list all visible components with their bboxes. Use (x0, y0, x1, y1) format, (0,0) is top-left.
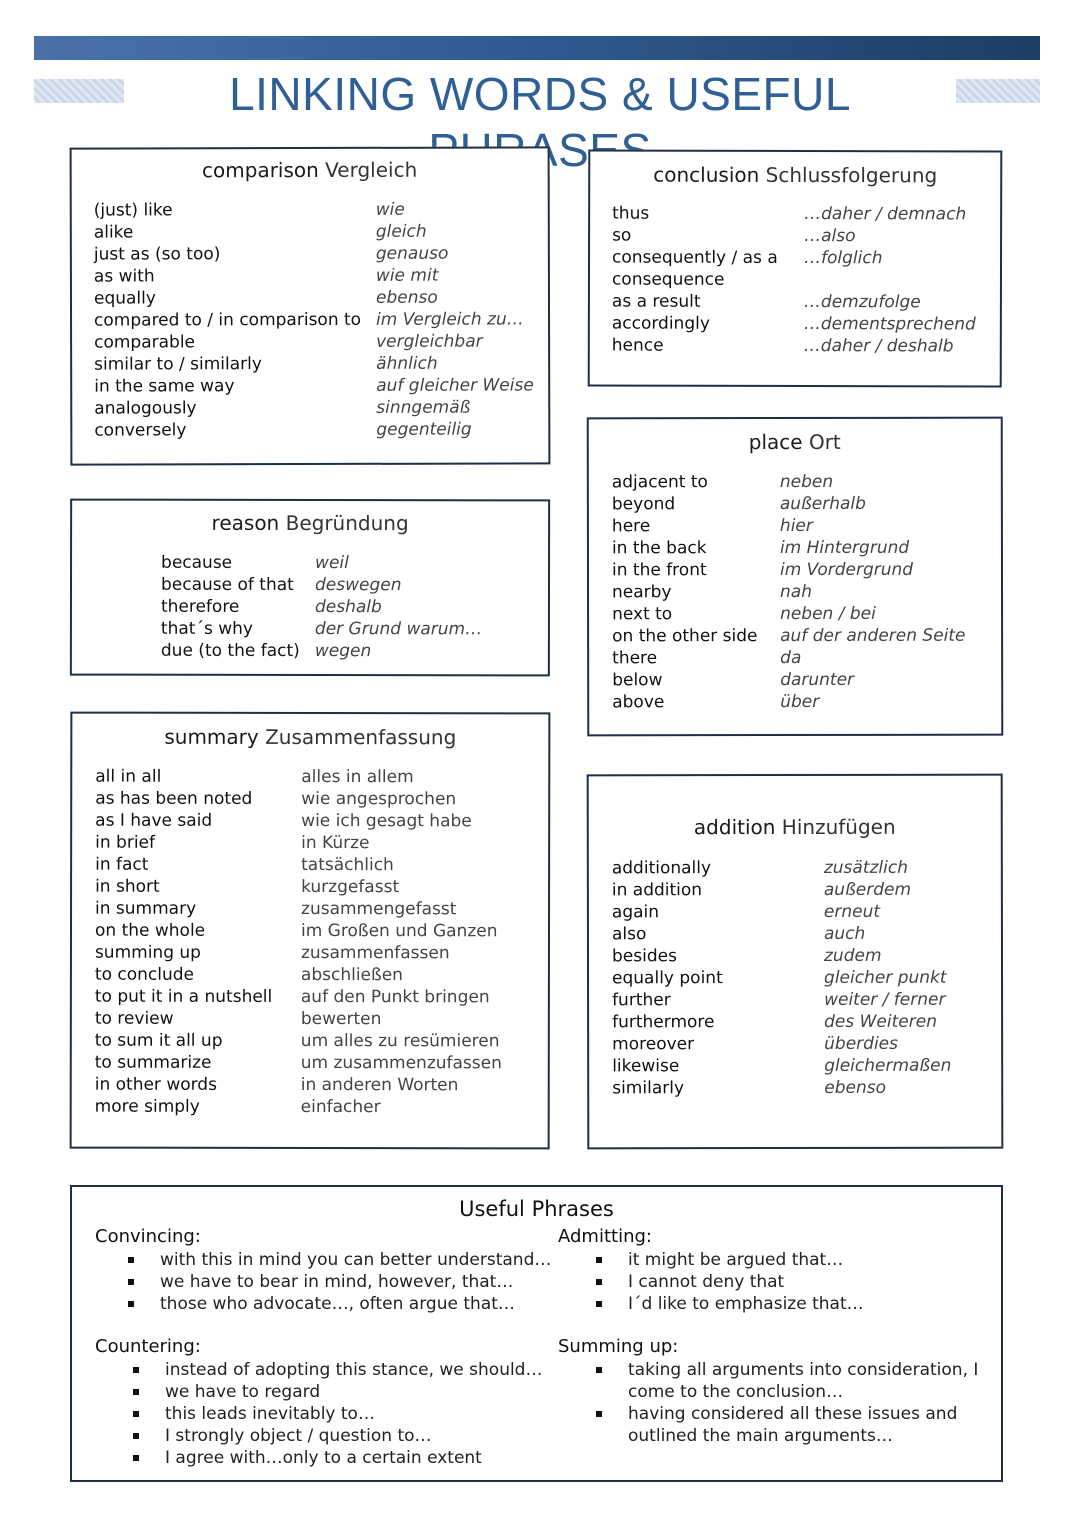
useful-phrases-heading: Useful Phrases (459, 1197, 614, 1221)
bullet-icon (133, 1455, 139, 1461)
addition-german-term: des Weiteren (824, 1011, 937, 1032)
addition-german-term: zusätzlich (823, 857, 908, 878)
summary-english-term: to review (94, 1008, 174, 1029)
comparison-english-term: equally (93, 288, 156, 309)
comparison-heading: comparison Vergleich (201, 157, 418, 183)
summary-english-term: in brief (95, 832, 156, 853)
comparison-english-term: conversely (94, 420, 187, 441)
conclusion-english-term: as a result (611, 291, 701, 312)
countering-label: Countering: (95, 1336, 201, 1357)
place-german-term: außerhalb (779, 493, 866, 515)
convincing-label: Convincing: (95, 1226, 201, 1247)
conclusion-english-term: so (612, 225, 632, 246)
summary-english-term: as has been noted (95, 788, 253, 809)
phrase-item: we have to bear in mind, however, that… (160, 1271, 551, 1293)
bullet-icon (128, 1279, 134, 1285)
summary-english-term: to conclude (94, 964, 195, 985)
addition-english-term: likewise (612, 1056, 680, 1077)
phrase-item: having considered all these issues and (628, 1403, 978, 1425)
place-english-term: above (612, 692, 665, 713)
comparison-english-term: (just) like (93, 200, 173, 221)
reason-german-term: der Grund warum… (314, 619, 483, 640)
comparison-english-term: alike (93, 222, 134, 243)
countering-list (95, 1359, 542, 1469)
addition-english-term: in addition (611, 880, 703, 901)
summary-german-term: zusammenfassen (300, 942, 450, 964)
addition-german-term: außerdem (823, 879, 912, 900)
comparison-german-term: vergleichbar (376, 331, 483, 352)
place-heading: place Ort (748, 429, 841, 455)
place-english-term: below (612, 670, 663, 691)
summary-box (70, 712, 551, 1150)
summary-german-term: wie ich gesagt habe (301, 810, 472, 832)
summary-english-term: to sum it all up (94, 1030, 223, 1051)
conclusion-german-term (804, 269, 976, 291)
comparison-english-term: as with (93, 266, 155, 287)
comparison-english-list (94, 199, 362, 442)
summary-english-term: all in all (95, 766, 162, 787)
comparison-english-term: analogously (94, 398, 197, 419)
reason-german-list (315, 552, 482, 662)
comparison-english-term: comparable (94, 332, 196, 353)
place-german-term: im Vordergrund (779, 559, 914, 581)
admitting-group (558, 1225, 864, 1315)
conclusion-german-term: …daher / demnach (804, 204, 967, 225)
reason-box (70, 499, 550, 677)
conclusion-box (588, 149, 1003, 387)
admitting-label: Admitting: (558, 1226, 652, 1247)
place-german-term: nah (780, 581, 813, 603)
place-english-list (612, 471, 758, 713)
summary-german-term: in anderen Worten (300, 1074, 459, 1096)
comparison-german-term: genauso (375, 243, 449, 264)
addition-german-term: überdies (824, 1033, 899, 1054)
place-german-term: darunter (780, 669, 855, 691)
comparison-german-term: sinngemäß (376, 397, 471, 418)
phrase-item: it might be argued that… (628, 1249, 864, 1271)
addition-english-term: additionally (611, 858, 712, 879)
summary-heading: summary Zusammenfassung (164, 724, 457, 750)
conclusion-german-term: …folglich (804, 248, 883, 269)
phrase-item: I cannot deny that (628, 1271, 864, 1293)
comparison-german-term: im Vergleich zu… (376, 309, 524, 330)
summary-english-term: in short (95, 876, 160, 897)
comparison-german-term: wie (375, 199, 405, 220)
comparison-english-term: in the same way (94, 376, 235, 397)
summary-english-term: to put it in a nutshell (94, 986, 273, 1007)
phrase-item: with this in mind you can better understand… (160, 1249, 551, 1271)
header-bar (34, 36, 1040, 60)
reason-german-term: deshalb (314, 597, 382, 618)
reason-german-term: wegen (314, 641, 372, 662)
reason-english-term: because (161, 552, 233, 573)
summary-german-term: um alles zu resümieren (300, 1030, 500, 1052)
page-title: LINKING WORDS & USEFUL (124, 66, 956, 122)
place-english-term: there (612, 648, 658, 669)
addition-box (587, 774, 1004, 1150)
place-english-term: in the front (611, 560, 707, 581)
summary-english-term: as I have said (95, 810, 213, 831)
summary-english-term: on the whole (94, 920, 206, 941)
place-german-list (780, 471, 966, 713)
addition-german-term: ebenso (824, 1077, 886, 1098)
place-german-term: neben / bei (780, 603, 876, 625)
phrase-item: I agree with…only to a certain extent (165, 1447, 542, 1469)
addition-english-term: further (612, 990, 671, 1011)
place-german-term: neben (779, 471, 834, 493)
bullet-icon (133, 1367, 139, 1373)
conclusion-german-list (804, 203, 976, 357)
comparison-german-term: auf gleicher Weise (376, 375, 534, 396)
addition-heading: addition Hinzufügen (693, 814, 896, 840)
addition-german-term: gleicher punkt (824, 967, 947, 988)
bullet-icon (133, 1411, 139, 1417)
addition-english-term: again (611, 902, 660, 923)
phrase-item: outlined the main arguments… (628, 1426, 893, 1446)
phrase-item: come to the conclusion… (628, 1382, 844, 1402)
summary-german-term: auf den Punkt bringen (300, 986, 490, 1008)
conclusion-german-term: …dementsprechend (803, 314, 976, 335)
summary-german-term: um zusammenzufassen (300, 1052, 502, 1074)
summary-german-term: tatsächlich (301, 854, 394, 876)
place-english-term: beyond (611, 494, 676, 515)
summary-german-term: wie angesprochen (301, 788, 457, 810)
reason-german-term: weil (315, 553, 349, 574)
phrase-item: we have to regard (165, 1381, 542, 1403)
reason-english-list (161, 552, 300, 662)
summary-english-term: in summary (95, 898, 197, 919)
summing-up-label: Summing up: (558, 1336, 679, 1357)
conclusion-german-term: …demzufolge (803, 292, 921, 313)
addition-german-term: zudem (823, 945, 882, 966)
addition-german-term: gleichermaßen (824, 1055, 952, 1076)
admitting-list (558, 1249, 864, 1315)
conclusion-german-term: …also (804, 226, 856, 247)
addition-english-term: besides (611, 946, 677, 967)
bullet-icon (596, 1367, 602, 1373)
countering-group (95, 1335, 542, 1469)
place-english-term: nearby (612, 582, 672, 603)
convincing-list (95, 1249, 551, 1315)
comparison-german-term: wie mit (375, 265, 439, 286)
reason-english-term: due (to the fact) (160, 640, 300, 661)
bullet-icon (596, 1257, 602, 1263)
place-german-term: im Hintergrund (779, 537, 910, 559)
phrase-item: I strongly object / question to… (165, 1425, 542, 1447)
conclusion-heading: conclusion Schlussfolgerung (653, 162, 938, 188)
place-english-term: on the other side (612, 626, 758, 647)
addition-english-term: equally point (612, 968, 723, 989)
conclusion-english-term: thus (612, 203, 650, 224)
conclusion-english-term: consequence (611, 269, 725, 290)
summary-german-term: bewerten (300, 1008, 382, 1030)
useful-phrases-box (70, 1185, 1003, 1482)
addition-german-list (824, 857, 952, 1099)
summary-german-term: abschließen (300, 964, 403, 986)
bullet-icon (128, 1257, 134, 1263)
summary-english-list (95, 766, 273, 1118)
comparison-german-term: gleich (375, 221, 427, 242)
comparison-german-term: ähnlich (376, 353, 438, 374)
conclusion-english-term: accordingly (611, 313, 710, 334)
bullet-icon (133, 1389, 139, 1395)
addition-english-list (612, 857, 723, 1099)
bullet-icon (596, 1279, 602, 1285)
comparison-german-list (376, 198, 534, 440)
summary-english-term: more simply (94, 1096, 200, 1117)
place-english-term: in the back (611, 538, 707, 559)
reason-english-term: because of that (160, 574, 294, 595)
comparison-german-term: ebenso (375, 287, 438, 308)
comparison-english-term: compared to / in comparison to (94, 309, 362, 331)
conclusion-english-term: consequently / as a (612, 247, 778, 268)
addition-german-term: weiter / ferner (824, 989, 946, 1010)
summary-english-term: in other words (94, 1074, 217, 1095)
bullet-icon (133, 1433, 139, 1439)
comparison-box (70, 146, 551, 465)
place-german-term: da (780, 647, 802, 669)
summary-german-list (301, 766, 503, 1118)
summary-german-term: einfacher (300, 1096, 381, 1118)
comparison-english-term: similar to / similarly (94, 354, 262, 375)
summary-english-term: in fact (95, 854, 149, 875)
bullet-icon (596, 1301, 602, 1307)
bullet-icon (128, 1301, 134, 1307)
place-german-term: auf der anderen Seite (780, 625, 966, 647)
reason-english-term: therefore (160, 596, 240, 617)
summary-english-term: to summarize (94, 1052, 212, 1073)
phrase-item: this leads inevitably to… (165, 1403, 542, 1425)
bullet-icon (596, 1411, 602, 1417)
phrase-item: instead of adopting this stance, we should… (165, 1359, 542, 1381)
reason-heading: reason Begründung (211, 510, 409, 536)
conclusion-english-list (612, 203, 778, 357)
addition-english-term: moreover (612, 1034, 695, 1055)
phrase-item: those who advocate…, often argue that… (160, 1293, 551, 1315)
summing-up-list (558, 1359, 978, 1447)
place-german-term: über (780, 691, 820, 713)
place-german-term: hier (779, 515, 813, 537)
place-english-term: adjacent to (611, 472, 708, 493)
addition-english-term: also (611, 924, 647, 945)
addition-english-term: similarly (612, 1078, 685, 1099)
comparison-german-term: gegenteilig (376, 419, 472, 440)
phrase-item: I´d like to emphasize that… (628, 1293, 864, 1315)
addition-german-term: erneut (823, 901, 881, 922)
place-english-term: here (611, 516, 651, 537)
summary-german-term: zusammengefasst (301, 898, 457, 920)
phrase-item: taking all arguments into consideration, I (628, 1359, 978, 1381)
summary-english-term: summing up (94, 942, 201, 963)
summary-german-term: in Kürze (301, 832, 370, 854)
conclusion-german-term: …daher / deshalb (803, 336, 954, 357)
summary-german-term: kurzgefasst (301, 876, 400, 898)
reason-german-term: deswegen (314, 575, 402, 596)
comparison-english-term: just as (so too) (93, 244, 221, 265)
summing-up-group (558, 1335, 978, 1447)
conclusion-english-term: hence (611, 335, 664, 356)
reason-english-term: that´s why (160, 618, 253, 639)
convincing-group (95, 1225, 551, 1315)
summary-german-term: alles in allem (301, 766, 414, 788)
place-box (587, 417, 1004, 737)
addition-german-term: auch (823, 923, 866, 944)
summary-german-term: im Großen und Ganzen (300, 920, 498, 942)
addition-english-term: furthermore (612, 1012, 715, 1033)
place-english-term: next to (612, 604, 673, 625)
